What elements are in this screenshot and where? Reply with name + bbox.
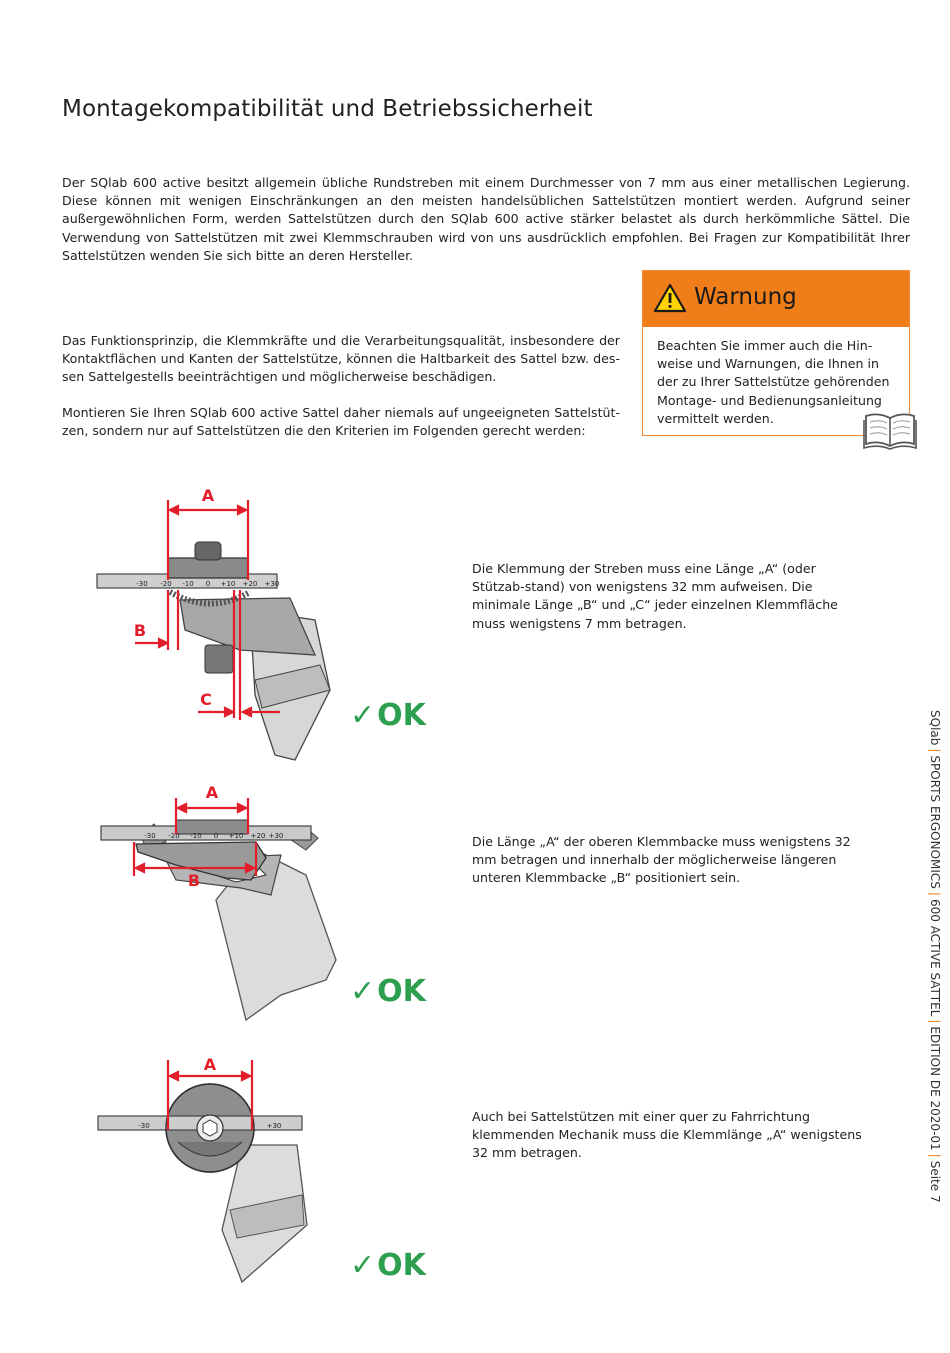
scale-tick: -10 bbox=[190, 832, 202, 840]
sidebar-footer: SQlab|SPORTS ERGONOMICS|600 ACTIVE SATTEL|EDITION DE 2020-01|Seite 7 bbox=[928, 710, 942, 1203]
ok-badge-2: ✓OK bbox=[350, 974, 426, 1009]
clamp-diagram-2 bbox=[96, 780, 356, 1030]
intro-paragraph: Der SQlab 600 active besitzt allgemein übliche Rundstreben mit einem Durchmesser von 7 mm aus einer metallischen Legierung. Diese können mit wenigen Einschränkungen an den meisten handelsüblichen Sattelstützen montiert werden. Aufgrund seiner außergewöhnlichen Form, werden Sattelstützen durch den SQlab 600 active stärker belastet als durch herkömmliche Sättel. Die Verwendung von Sattelstützen mit zwei Klemmschrauben wird von uns ausdrücklich empfohlen. Bei Fragen zur Kompatibilität Ihrer Sattelstützen wenden Sie sich bitte an deren Hersteller. bbox=[62, 175, 910, 263]
label-b: B bbox=[187, 871, 201, 890]
clamp-diagram-1 bbox=[90, 480, 350, 770]
function-paragraph: Das Funktionsprinzip, die Klemmkräfte und die Verarbeitungsqualität, insbesondere der Kontaktflächen und Kanten der Sattelstütze, können die Haltbarkeit des Sattel bzw. des-sen Sattelgestells beeinträchtigen und möglicherweise beschädigen. bbox=[62, 333, 620, 385]
sidebar-edition: EDITION DE 2020-01 bbox=[928, 1026, 942, 1151]
scale-tick: 0 bbox=[213, 832, 219, 840]
label-a: A bbox=[201, 486, 215, 505]
page-title: Montagekompatibilität und Betriebssicherheit bbox=[62, 96, 593, 122]
mount-paragraph: Montieren Sie Ihren SQlab 600 active Sattel daher niemals auf ungeeigneten Sattelstüt-zen, sondern nur auf Sattelstützen die den Kriterien im Folgenden gerecht werden: bbox=[62, 405, 620, 439]
warning-header bbox=[643, 271, 909, 327]
warning-title: Warnung bbox=[694, 284, 797, 310]
scale-tick: +20 bbox=[250, 832, 266, 840]
scale-tick: +20 bbox=[242, 580, 258, 588]
check-icon: ✓ bbox=[350, 698, 376, 733]
clamp-diagram-3 bbox=[92, 1050, 352, 1300]
label-b: B bbox=[133, 621, 147, 640]
label-a: A bbox=[205, 783, 219, 802]
sidebar-product: 600 ACTIVE SATTEL bbox=[928, 898, 942, 1017]
figure-3-text: Auch bei Sattelstützen mit einer quer zu Fahrrichtung klemmenden Mechanik muss die Klemmlänge „A“ wenigstens 32 mm betragen. bbox=[472, 1109, 862, 1161]
ok-badge-1: ✓OK bbox=[350, 698, 426, 733]
scale-tick: +10 bbox=[228, 832, 244, 840]
check-icon: ✓ bbox=[350, 1248, 376, 1283]
check-icon: ✓ bbox=[350, 974, 376, 1009]
scale-tick: +30 bbox=[264, 580, 280, 588]
page-number: Seite 7 bbox=[928, 1160, 942, 1203]
manual-book-icon bbox=[862, 408, 918, 450]
scale-tick: +10 bbox=[220, 580, 236, 588]
sidebar-brand: SQlab bbox=[928, 710, 942, 746]
label-c: C bbox=[200, 690, 212, 709]
ok-badge-3: ✓OK bbox=[350, 1248, 426, 1283]
label-a: A bbox=[203, 1055, 217, 1074]
scale-tick: 0 bbox=[205, 580, 211, 588]
figure-2-text: Die Länge „A“ der oberen Klemmbacke muss wenigstens 32 mm betragen und innerhalb der möglicherweise längeren unteren Klemmbacke „B“ positioniert sein. bbox=[472, 834, 851, 886]
scale-tick: +30 bbox=[268, 832, 284, 840]
figure-1-text: Die Klemmung der Streben muss eine Länge „A“ (oder Stützab-stand) von wenigstens 32 mm aufweisen. Die minimale Länge „B“ und „C“ jeder einzelnen Klemmfläche muss wenigstens 7 mm betragen. bbox=[472, 561, 838, 631]
scale-tick: -20 bbox=[160, 580, 172, 588]
scale-tick: -30 bbox=[144, 832, 156, 840]
scale-tick: -30 bbox=[138, 1122, 150, 1130]
warning-text: Beachten Sie immer auch die Hin-weise und Warnungen, die Ihnen in der zu Ihrer Sattelstütze gehörenden Montage- und Bedienungsanleitung vermittelt werden. bbox=[657, 338, 890, 426]
scale-tick: -10 bbox=[182, 580, 194, 588]
scale-tick: -30 bbox=[136, 580, 148, 588]
scale-tick: +30 bbox=[266, 1122, 282, 1130]
sidebar-line: SPORTS ERGONOMICS bbox=[928, 755, 942, 889]
warning-triangle-icon bbox=[653, 283, 687, 313]
scale-tick: -20 bbox=[168, 832, 180, 840]
